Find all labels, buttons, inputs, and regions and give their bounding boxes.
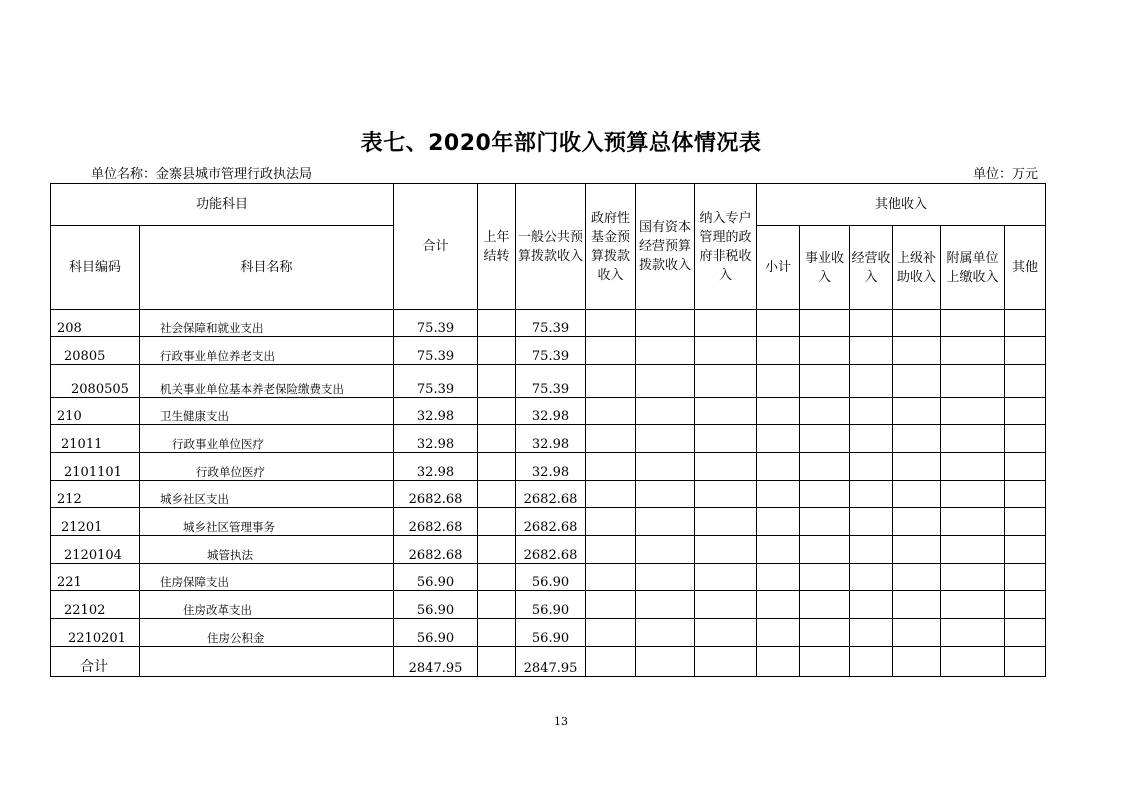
table-row [51, 536, 1046, 564]
empty-cell [695, 647, 757, 677]
empty-cell [1005, 508, 1046, 536]
empty-cell [478, 619, 516, 647]
header-functional-subject: 功能科目 [51, 184, 394, 226]
table-row [51, 481, 1046, 508]
total-cell: 32.98 [394, 425, 478, 453]
total-cell: 75.39 [394, 365, 478, 398]
empty-cell [478, 591, 516, 619]
subject-code-cell: 20805 [51, 337, 140, 365]
total-cell: 2682.68 [394, 536, 478, 564]
header-subject-code: 科目编码 [51, 226, 140, 310]
total-row-label: 合计 [51, 647, 140, 677]
empty-cell [850, 398, 893, 425]
subject-name-cell: 城乡社区管理事务 [140, 508, 394, 536]
subject-name-cell: 行政单位医疗 [140, 453, 394, 481]
empty-cell [586, 398, 636, 425]
empty-cell [586, 619, 636, 647]
empty-cell [800, 453, 850, 481]
table-row [51, 508, 1046, 536]
empty-cell [478, 425, 516, 453]
total-cell: 32.98 [394, 398, 478, 425]
total-cell: 56.90 [394, 619, 478, 647]
empty-cell [893, 508, 941, 536]
empty-cell [636, 619, 695, 647]
subject-name-cell: 住房改革支出 [140, 591, 394, 619]
header-general-budget: 一般公共预算拨款收入 [516, 184, 586, 310]
general-budget-cell: 75.39 [516, 337, 586, 365]
empty-cell [800, 398, 850, 425]
header-carryover: 上年结转 [478, 184, 516, 310]
empty-cell [1005, 536, 1046, 564]
empty-cell [1005, 365, 1046, 398]
subject-name-cell: 社会保障和就业支出 [140, 310, 394, 337]
empty-cell [1005, 564, 1046, 591]
subject-code-cell: 208 [51, 310, 140, 337]
general-budget-cell: 2682.68 [516, 508, 586, 536]
general-budget-cell: 56.90 [516, 564, 586, 591]
subject-name-cell: 行政事业单位养老支出 [140, 337, 394, 365]
empty-cell [941, 481, 1005, 508]
empty-cell [636, 564, 695, 591]
table-row [51, 425, 1046, 453]
table-row [51, 619, 1046, 647]
header-operating-income: 经营收入 [850, 226, 893, 310]
total-cell: 2682.68 [394, 508, 478, 536]
empty-cell [636, 647, 695, 677]
total-cell: 56.90 [394, 564, 478, 591]
empty-cell [1005, 647, 1046, 677]
empty-cell [695, 619, 757, 647]
empty-cell [695, 365, 757, 398]
empty-cell [1005, 337, 1046, 365]
empty-cell [586, 591, 636, 619]
empty-cell [850, 647, 893, 677]
total-cell: 2682.68 [394, 481, 478, 508]
empty-cell [757, 425, 800, 453]
empty-cell [850, 310, 893, 337]
table-row [51, 564, 1046, 591]
empty-cell [800, 591, 850, 619]
empty-cell [478, 337, 516, 365]
subject-code-cell: 2080505 [51, 365, 140, 398]
empty-cell [695, 425, 757, 453]
total-cell: 56.90 [394, 591, 478, 619]
empty-cell [695, 536, 757, 564]
table-row [51, 365, 1046, 398]
empty-cell [636, 425, 695, 453]
empty-cell [757, 398, 800, 425]
empty-cell [850, 536, 893, 564]
empty-cell [850, 619, 893, 647]
empty-cell [941, 508, 1005, 536]
header-affiliated-income: 附属单位上缴收入 [941, 226, 1005, 310]
header-state-capital: 国有资本经营预算拨款收入 [636, 184, 695, 310]
empty-cell [695, 398, 757, 425]
empty-cell [695, 564, 757, 591]
empty-cell [850, 481, 893, 508]
table-row [51, 591, 1046, 619]
empty-cell [478, 481, 516, 508]
empty-cell [757, 508, 800, 536]
general-budget-cell: 75.39 [516, 310, 586, 337]
empty-cell [1005, 425, 1046, 453]
empty-cell [1005, 310, 1046, 337]
empty-cell [757, 564, 800, 591]
subject-name-cell: 行政事业单位医疗 [140, 425, 394, 453]
empty-cell [586, 453, 636, 481]
general-budget-cell: 56.90 [516, 591, 586, 619]
empty-cell [586, 564, 636, 591]
header-subject-name: 科目名称 [140, 226, 394, 310]
subject-name-cell: 城管执法 [140, 536, 394, 564]
subject-code-cell: 221 [51, 564, 140, 591]
empty-cell [586, 310, 636, 337]
table-row [51, 337, 1046, 365]
total-cell: 32.98 [394, 453, 478, 481]
empty-cell [800, 425, 850, 453]
empty-cell [800, 508, 850, 536]
empty-cell [757, 453, 800, 481]
empty-cell [586, 425, 636, 453]
header-gov-fund: 政府性基金预算拨款收入 [586, 184, 636, 310]
empty-cell [478, 564, 516, 591]
empty-cell [757, 591, 800, 619]
table-row [51, 310, 1046, 337]
empty-cell [941, 365, 1005, 398]
empty-cell [478, 365, 516, 398]
empty-cell [757, 619, 800, 647]
header-total: 合计 [394, 184, 478, 310]
empty-cell [586, 536, 636, 564]
empty-cell [941, 536, 1005, 564]
empty-cell [941, 619, 1005, 647]
total-row [51, 647, 1046, 677]
header-other: 其他 [1005, 226, 1046, 310]
empty-cell [800, 564, 850, 591]
subject-code-cell: 2120104 [51, 536, 140, 564]
header-business-income: 事业收入 [800, 226, 850, 310]
empty-cell [478, 398, 516, 425]
empty-cell [478, 536, 516, 564]
empty-cell [800, 536, 850, 564]
table-row [51, 453, 1046, 481]
subject-name-cell: 住房公积金 [140, 619, 394, 647]
empty-cell [757, 310, 800, 337]
empty-cell [850, 337, 893, 365]
empty-cell [695, 453, 757, 481]
empty-cell [850, 591, 893, 619]
empty-cell [1005, 453, 1046, 481]
empty-cell [941, 337, 1005, 365]
table-row [51, 398, 1046, 425]
empty-cell [941, 398, 1005, 425]
empty-cell [800, 481, 850, 508]
empty-cell [893, 398, 941, 425]
empty-cell [893, 619, 941, 647]
subject-name-cell: 卫生健康支出 [140, 398, 394, 425]
empty-cell [941, 591, 1005, 619]
empty-cell [478, 453, 516, 481]
currency-unit-label: 单位：万元 [972, 167, 1038, 182]
empty-cell [757, 337, 800, 365]
subject-name-cell: 机关事业单位基本养老保险缴费支出 [140, 365, 394, 398]
empty-cell [893, 453, 941, 481]
empty-cell [850, 564, 893, 591]
budget-table [50, 183, 1046, 677]
empty-cell [893, 337, 941, 365]
empty-cell [478, 647, 516, 677]
subject-code-cell: 21011 [51, 425, 140, 453]
empty-cell [893, 591, 941, 619]
empty-cell [636, 536, 695, 564]
general-budget-cell: 2682.68 [516, 481, 586, 508]
empty-cell [695, 310, 757, 337]
empty-cell [140, 647, 394, 677]
page-title: 表七、2020年部门收入预算总体情况表 [360, 131, 762, 156]
subject-code-cell: 212 [51, 481, 140, 508]
empty-cell [941, 310, 1005, 337]
subject-code-cell: 210 [51, 398, 140, 425]
subject-code-cell: 2101101 [51, 453, 140, 481]
empty-cell [893, 536, 941, 564]
unit-name-label: 单位名称：金寨县城市管理行政执法局 [91, 167, 313, 182]
grand-general-budget-cell: 2847.95 [516, 647, 586, 677]
general-budget-cell: 56.90 [516, 619, 586, 647]
empty-cell [636, 453, 695, 481]
empty-cell [695, 481, 757, 508]
empty-cell [800, 619, 850, 647]
empty-cell [893, 425, 941, 453]
empty-cell [1005, 619, 1046, 647]
empty-cell [757, 536, 800, 564]
subject-name-cell: 城乡社区支出 [140, 481, 394, 508]
empty-cell [636, 398, 695, 425]
empty-cell [941, 453, 1005, 481]
header-superior-subsidy: 上级补助收入 [893, 226, 941, 310]
empty-cell [586, 647, 636, 677]
subject-code-cell: 21201 [51, 508, 140, 536]
empty-cell [636, 481, 695, 508]
empty-cell [850, 365, 893, 398]
empty-cell [586, 481, 636, 508]
page-number: 13 [554, 715, 568, 728]
total-cell: 75.39 [394, 337, 478, 365]
general-budget-cell: 2682.68 [516, 536, 586, 564]
empty-cell [893, 365, 941, 398]
empty-cell [893, 481, 941, 508]
empty-cell [850, 453, 893, 481]
empty-cell [586, 337, 636, 365]
empty-cell [893, 564, 941, 591]
subject-name-cell: 住房保障支出 [140, 564, 394, 591]
grand-total-cell: 2847.95 [394, 647, 478, 677]
header-other-income: 其他收入 [757, 184, 1046, 226]
empty-cell [757, 647, 800, 677]
empty-cell [695, 508, 757, 536]
general-budget-cell: 75.39 [516, 365, 586, 398]
subject-code-cell: 22102 [51, 591, 140, 619]
general-budget-cell: 32.98 [516, 453, 586, 481]
empty-cell [941, 647, 1005, 677]
empty-cell [893, 647, 941, 677]
empty-cell [757, 365, 800, 398]
empty-cell [636, 365, 695, 398]
header-nontax: 纳入专户管理的政府非税收入 [695, 184, 757, 310]
empty-cell [636, 310, 695, 337]
empty-cell [695, 337, 757, 365]
empty-cell [478, 508, 516, 536]
empty-cell [757, 481, 800, 508]
empty-cell [1005, 591, 1046, 619]
subject-code-cell: 2210201 [51, 619, 140, 647]
general-budget-cell: 32.98 [516, 398, 586, 425]
empty-cell [850, 425, 893, 453]
empty-cell [800, 310, 850, 337]
empty-cell [586, 365, 636, 398]
empty-cell [695, 591, 757, 619]
total-cell: 75.39 [394, 310, 478, 337]
empty-cell [893, 310, 941, 337]
empty-cell [586, 508, 636, 536]
empty-cell [636, 508, 695, 536]
empty-cell [1005, 398, 1046, 425]
header-subtotal: 小计 [757, 226, 800, 310]
empty-cell [636, 591, 695, 619]
empty-cell [800, 647, 850, 677]
empty-cell [941, 425, 1005, 453]
empty-cell [478, 310, 516, 337]
empty-cell [800, 337, 850, 365]
empty-cell [850, 508, 893, 536]
empty-cell [1005, 481, 1046, 508]
empty-cell [800, 365, 850, 398]
empty-cell [941, 564, 1005, 591]
empty-cell [636, 337, 695, 365]
general-budget-cell: 32.98 [516, 425, 586, 453]
